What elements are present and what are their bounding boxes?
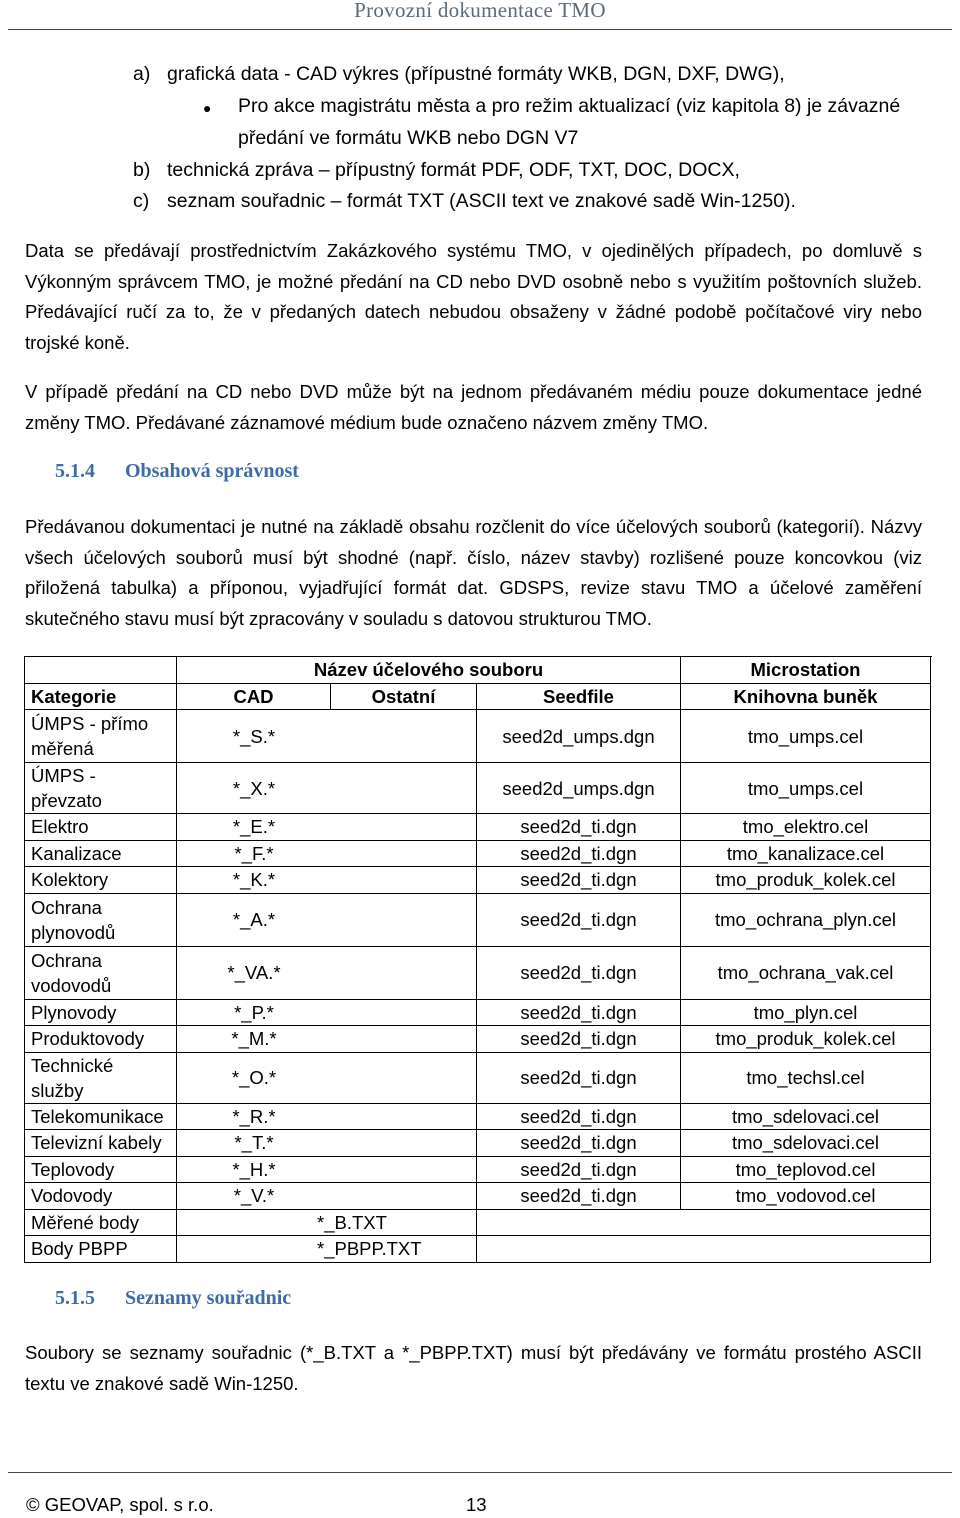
section-heading-5-1-5	[55, 1287, 291, 1310]
table-cell-kategorie: Teplovody	[25, 1156, 177, 1183]
table-cell-seedfile: seed2d_ti.dgn	[477, 946, 681, 999]
table-cell-kategorie: Elektro	[25, 814, 177, 841]
table-cell-knihovna: tmo_sdelovaci.cel	[681, 1103, 931, 1130]
table-row	[25, 1130, 931, 1157]
header-divider	[8, 29, 952, 30]
table-row	[25, 867, 931, 894]
table-cell-ostatni: *_PBPP.TXT	[177, 1236, 477, 1263]
table-cell-seedfile: seed2d_ti.dgn	[477, 867, 681, 894]
table-cell-ostatni: *_B.TXT	[177, 1209, 477, 1236]
table-cell-kategorie: ÚMPS - přímo měřená	[25, 710, 177, 763]
table-cell-kategorie: Body PBPP	[25, 1236, 177, 1263]
table-cell-kategorie: Měřené body	[25, 1209, 177, 1236]
table-row	[25, 763, 931, 814]
table-cell-cad: *_E.*	[232, 816, 276, 838]
footer-divider	[8, 1472, 952, 1473]
section-heading-5-1-4	[55, 460, 299, 483]
table-cell-kategorie: Ochrana plynovodů	[25, 893, 177, 946]
table-cell-cad: *_S.*	[232, 725, 276, 747]
table-cell-kategorie: Televizní kabely	[25, 1130, 177, 1157]
list-item-text: technická zpráva – přípustný formát PDF, ODF, TXT, DOC, DOCX,	[167, 159, 740, 181]
table-row	[25, 814, 931, 841]
table-cell-cad-ostatni	[177, 840, 477, 867]
table-cell-knihovna: tmo_elektro.cel	[681, 814, 931, 841]
table-cell-cad: *_O.*	[231, 1067, 277, 1088]
table-cell-cad-ostatni	[177, 814, 477, 841]
table-cell-seedfile: seed2d_ti.dgn	[477, 1183, 681, 1210]
table-row	[25, 946, 931, 999]
table-cell-knihovna: tmo_ochrana_vak.cel	[681, 946, 931, 999]
table-cell-knihovna: tmo_techsl.cel	[681, 1052, 931, 1103]
table-cell-cad-ostatni	[177, 1026, 477, 1053]
paragraph-coordinate-lists: Soubory se seznamy souřadnic (*_B.TXT a *_PBPP.TXT) musí být předávány ve formátu prostého ASCII textu ve znakové sadě Win-1250.	[25, 1342, 922, 1394]
table-cell-cad-ostatni	[177, 1052, 477, 1103]
table-cell-knihovna: tmo_plyn.cel	[681, 999, 931, 1026]
table-cell-kategorie: Produktovody	[25, 1026, 177, 1053]
table-header-ostatni: Ostatní	[331, 683, 477, 710]
table-cell-kategorie: Kanalizace	[25, 840, 177, 867]
table-cell-seedfile: seed2d_umps.dgn	[477, 710, 681, 763]
bullet-text-line2: předání ve formátu WKB nebo DGN V7	[238, 127, 579, 149]
table-cell-cad: *_A.*	[232, 909, 276, 930]
table-cell-seedfile: seed2d_ti.dgn	[477, 1103, 681, 1130]
table-cell-seedfile: seed2d_ti.dgn	[477, 1156, 681, 1183]
table-cell-knihovna: tmo_vodovod.cel	[681, 1183, 931, 1210]
table-cell-cad-ostatni	[177, 999, 477, 1026]
table-cell-cad-ostatni	[177, 1156, 477, 1183]
table-cell-cad: *_VA.*	[227, 962, 281, 983]
table-row	[25, 999, 931, 1026]
table-cell-cad-ostatni	[177, 710, 477, 763]
table-cell-cad: *_V.*	[233, 1185, 275, 1207]
section-title: Obsahová správnost	[125, 460, 299, 482]
section-number: 5.1.5	[55, 1287, 95, 1309]
table-header-kategorie: Kategorie	[25, 683, 177, 710]
table-cell-cad-ostatni	[177, 763, 477, 814]
table-cell-cad-ostatni	[177, 893, 477, 946]
table-cell-seedfile: seed2d_ti.dgn	[477, 1052, 681, 1103]
table-cell-knihovna: tmo_teplovod.cel	[681, 1156, 931, 1183]
table-row	[25, 1183, 931, 1210]
paragraph-content-correctness: Předávanou dokumentaci je nutné na základě obsahu rozčlenit do více účelových souborů (kategorií). Názvy všech účelových souborů musí být shodné (např. číslo, název stavby) rozlišené pouze koncovkou (viz přiložená tabulka) a příponou, vyjadřující formát dat. GDSPS, revize stavu TMO a účelové zaměření skutečného stavu musí být zpracovány v souladu s datovou strukturou TMO.	[25, 516, 922, 629]
table-header-empty	[25, 657, 177, 684]
table-cell-seedfile: seed2d_ti.dgn	[477, 893, 681, 946]
table-row	[25, 1156, 931, 1183]
table-cell-kategorie: Kolektory	[25, 867, 177, 894]
list-item-label: b)	[133, 159, 151, 181]
list-item-text: grafická data - CAD výkres (přípustné formáty WKB, DGN, DXF, DWG),	[167, 63, 785, 85]
table-cell-kategorie: Technické služby	[25, 1052, 177, 1103]
table-cell-knihovna: tmo_kanalizace.cel	[681, 840, 931, 867]
table-cell-seedfile: seed2d_ti.dgn	[477, 999, 681, 1026]
table-cell-knihovna: tmo_sdelovaci.cel	[681, 1130, 931, 1157]
table-cell-cad-ostatni	[177, 946, 477, 999]
table-cell-empty	[477, 1209, 931, 1236]
table-cell-cad: *_M.*	[231, 1028, 277, 1050]
table-cell-cad-ostatni	[177, 1103, 477, 1130]
table-cell-knihovna: tmo_umps.cel	[681, 763, 931, 814]
table-cell-cad: *_T.*	[234, 1132, 274, 1154]
table-cell-cad-ostatni	[177, 1130, 477, 1157]
table-cell-seedfile: seed2d_ti.dgn	[477, 814, 681, 841]
list-item-text: seznam souřadnic – formát TXT (ASCII text ve znakové sadě Win-1250).	[167, 190, 796, 212]
table-row	[25, 840, 931, 867]
table-cell-cad: *_P.*	[234, 1001, 274, 1023]
table-cell-cad: *_K.*	[232, 869, 276, 891]
table-cell-seedfile: seed2d_ti.dgn	[477, 1026, 681, 1053]
table-header-knihovna: Knihovna buněk	[681, 683, 931, 710]
paragraph-data-transfer: Data se předávají prostřednictvím Zakázkového systému TMO, v ojedinělých případech, po domluvě s Výkonným správcem TMO, je možné předání na CD nebo DVD osobně nebo s využitím poštovních služeb. Předávající ručí za to, že v předaných datech nebudou obsaženy v žádné podobě počítačové viry nebo trojské koně.	[25, 240, 922, 353]
list-item-label: a)	[133, 63, 151, 85]
table-row	[25, 710, 931, 763]
table-cell-cad: *_X.*	[232, 777, 276, 799]
table-cell-knihovna: tmo_produk_kolek.cel	[681, 1026, 931, 1053]
footer-page-number: 13	[466, 1494, 487, 1515]
table-cell-seedfile: seed2d_ti.dgn	[477, 1130, 681, 1157]
table-header-group-name: Název účelového souboru	[177, 657, 681, 684]
list-item-label: c)	[133, 190, 150, 212]
table-row	[25, 1026, 931, 1053]
table-cell-kategorie: Telekomunikace	[25, 1103, 177, 1130]
table-cell-seedfile: seed2d_umps.dgn	[477, 763, 681, 814]
bullet-text-line1: Pro akce magistrátu města a pro režim aktualizací (viz kapitola 8) je závazné	[238, 95, 901, 117]
table-row	[25, 1052, 931, 1103]
section-number: 5.1.4	[55, 460, 95, 482]
table-row	[25, 1236, 931, 1263]
table-cell-empty	[477, 1236, 931, 1263]
table-cell-cad: *_H.*	[232, 1158, 276, 1180]
table-cell-cad-ostatni	[177, 1183, 477, 1210]
table-row	[25, 1103, 931, 1130]
table-cell-cad: *_F.*	[234, 842, 274, 864]
page-header-title: Provozní dokumentace TMO	[354, 0, 606, 22]
table-cell-kategorie: Vodovody	[25, 1183, 177, 1210]
table-group-header-row	[25, 657, 931, 684]
table-cell-knihovna: tmo_produk_kolek.cel	[681, 867, 931, 894]
table-cell-knihovna: tmo_ochrana_plyn.cel	[681, 893, 931, 946]
file-categories-table	[24, 656, 931, 1263]
paragraph-cd-dvd: V případě předání na CD nebo DVD může být na jednom předávaném médiu pouze dokumentace jedné změny TMO. Předávané záznamové médium bude označeno názvem změny TMO.	[25, 381, 922, 433]
table-cell-kategorie: Ochrana vodovodů	[25, 946, 177, 999]
table-header-group-micro: Microstation	[681, 657, 931, 684]
table-header-seedfile: Seedfile	[477, 683, 681, 710]
table-column-header-row	[25, 683, 931, 710]
table-cell-kategorie: Plynovody	[25, 999, 177, 1026]
table-row	[25, 1209, 931, 1236]
table-header-cad: CAD	[177, 683, 331, 710]
table-cell-kategorie: ÚMPS - převzato	[25, 763, 177, 814]
table-cell-seedfile: seed2d_ti.dgn	[477, 840, 681, 867]
table-row	[25, 893, 931, 946]
section-title: Seznamy souřadnic	[125, 1287, 292, 1309]
footer-company: © GEOVAP, spol. s r.o.	[26, 1494, 214, 1515]
table-cell-cad-ostatni	[177, 867, 477, 894]
table-cell-cad: *_R.*	[232, 1105, 276, 1127]
bullet-icon: ●	[203, 100, 212, 116]
table-cell-knihovna: tmo_umps.cel	[681, 710, 931, 763]
